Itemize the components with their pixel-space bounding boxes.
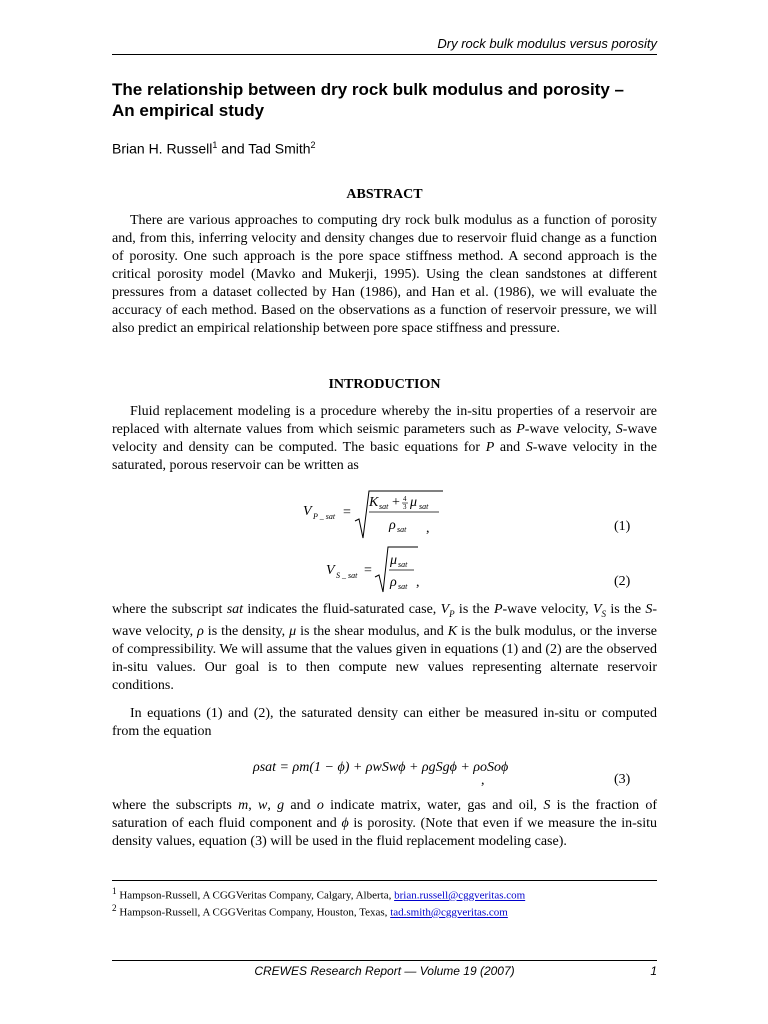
svg-text:=: =: [343, 505, 351, 520]
intro-paragraph-4: where the subscripts m, w, g and o indicate matrix, water, gas and oil, S is the fraction of saturation of each fluid component and ϕ is porosity. (Note that even if we measure the in-situ density values, equation (3) will be used in the fluid replacement modeling case).: [112, 798, 658, 849]
svg-text:sat: sat: [379, 502, 389, 511]
abstract-text: There are various approaches to computing dry rock bulk modulus as a function of porosity and, from this, inferring velocity and density changes due to reservoir fluid change as a function of porosity. One such approach is the pore space stiffness method. A second approach is the critical porosity model (Mavko and Mukerji, 1995). Using the clean sandstones at different pressures from a dataset collected by Han (1986), and Han et al. (1986), we will evaluate the accuracy of each method. Based on the observations as a function of reservoir pressure, we will also predict an empirical relationship between pore space stiffness and pressure.: [112, 213, 657, 336]
svg-text:V: V: [326, 563, 335, 578]
svg-text:S _ sat: S _ sat: [336, 571, 358, 580]
svg-text:=: =: [364, 563, 372, 578]
svg-text:+: +: [392, 495, 400, 510]
svg-text:μ: μ: [410, 495, 418, 510]
author-1: Brian H. Russell: [112, 140, 213, 157]
svg-text:ρ: ρ: [389, 518, 396, 533]
svg-text:sat: sat: [398, 582, 408, 591]
equation-1: [295, 488, 455, 542]
paper-title: [112, 79, 672, 121]
introduction-heading: INTRODUCTION: [328, 377, 441, 392]
running-head-text: Dry rock bulk modulus versus porosity: [437, 36, 657, 51]
equation-2: [318, 544, 448, 594]
svg-text:,: ,: [426, 521, 430, 536]
author-1-affil: 1: [212, 140, 218, 150]
footnote-2-email-link[interactable]: tad.smith@cggveritas.com: [390, 906, 508, 919]
footer-journal: CREWES Research Report — Volume 19 (2007): [254, 964, 515, 978]
svg-text:sat: sat: [397, 525, 407, 534]
equation-2-number: (2): [614, 574, 631, 589]
authors: [112, 140, 316, 157]
svg-text:ρ: ρ: [390, 575, 397, 590]
footnote-1-email-link[interactable]: brian.russell@cggveritas.com: [394, 889, 526, 902]
footnote-2: $^2$ Hampson-Russell, A CGGVeritas Company, Houston, Texas, tad.smith@cggveritas.com: [112, 903, 508, 919]
page-number: 1: [650, 964, 657, 978]
title-line-2: An empirical study: [112, 101, 265, 120]
svg-text:sat: sat: [398, 560, 408, 569]
equation-3: ρsat = ρm(1 − ϕ) + ρwSwϕ + ρgSgϕ + ρoSoϕ: [253, 760, 509, 775]
svg-text:P _ sat: P _ sat: [313, 512, 336, 521]
intro-paragraph-1: Fluid replacement modeling is a procedure whereby the in-situ properties of a reservoir are replaced with alternate values from which seismic parameters such as P-wave velocity, S-wave velocity and density can be computed. The basic equations for P and S-wave velocity in the saturated, porous reservoir can be written as: [112, 404, 657, 473]
title-line-1: The relationship between dry rock bulk modulus and porosity –: [112, 80, 624, 99]
footnote-rule: [112, 880, 657, 881]
svg-text:sat: sat: [419, 502, 429, 511]
author-joiner: and: [217, 140, 249, 157]
footnote-1: $^1$ Hampson-Russell, A CGGVeritas Company, Calgary, Alberta, brian.russell@cggveritas.com: [112, 886, 526, 902]
svg-text:,: ,: [416, 575, 420, 590]
equation-3-number: (3): [614, 772, 631, 787]
svg-text:μ: μ: [390, 553, 398, 568]
footer-rule: [112, 960, 657, 961]
svg-text:4: 4: [403, 495, 407, 503]
svg-text:V: V: [303, 504, 312, 519]
intro-paragraph-3: In equations (1) and (2), the saturated density can either be measured in-situ or computed from the equation: [112, 706, 657, 739]
svg-text:K: K: [369, 495, 379, 510]
equation-3-comma: ,: [481, 773, 485, 788]
running-head: [112, 36, 657, 55]
equation-1-number: (1): [614, 519, 631, 534]
svg-text:3: 3: [403, 503, 407, 511]
intro-paragraph-2: where the subscript sat indicates the fluid-saturated case, $V_P$ is the P-wave velocity, $V_S$ is the S-wave velocity, ρ is the density, μ is the shear modulus, and K is the bulk modulus, or the inverse of compressibility. We will assume that the values given in equations (1) and (2) are the observed in-situ values. Our goal is to then compute new values representing alternate reservoir conditions.: [112, 602, 657, 693]
abstract-heading: ABSTRACT: [346, 187, 423, 202]
author-2-affil: 2: [310, 140, 316, 150]
author-2: Tad Smith: [248, 140, 311, 157]
